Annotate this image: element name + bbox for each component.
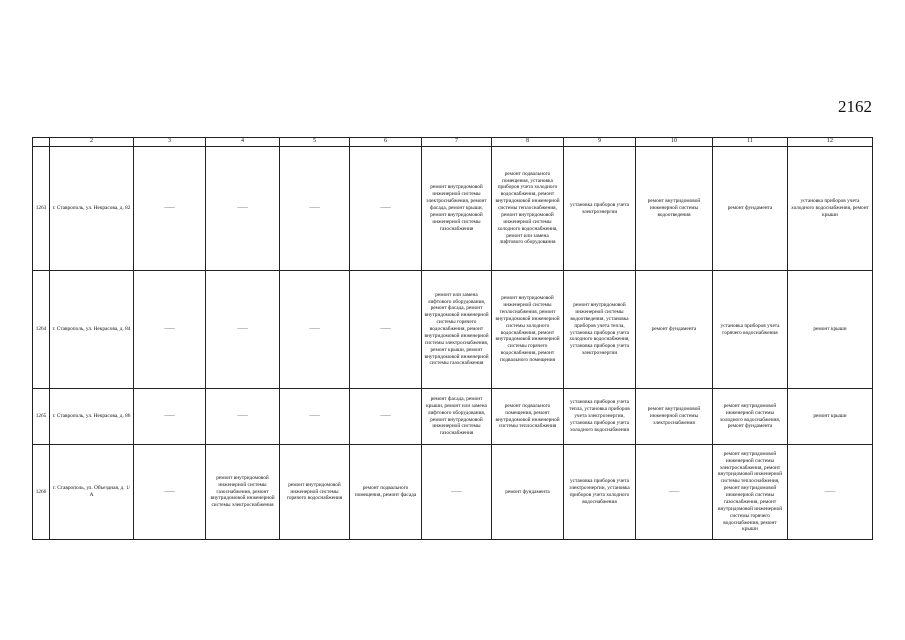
column-header: 7: [422, 138, 492, 147]
table-cell: ——: [206, 389, 280, 445]
table-row: [33, 271, 873, 389]
column-header: 11: [713, 138, 788, 147]
table-cell: ремонт подвального помещения, ремонт фасада: [350, 445, 422, 540]
column-header: 5: [280, 138, 350, 147]
table-cell: ремонт фасада, ремонт крыши, ремонт или замена лифтового оборудования, ремонт внутридомовой инженерной системы газоснабжения: [422, 389, 492, 445]
table-row: [33, 445, 873, 540]
row-number: 1265: [33, 389, 50, 445]
table-cell: ремонт внутридомовой инженерной системы горячего водоснабжения: [280, 445, 350, 540]
row-number: 1266: [33, 445, 50, 540]
table-cell: ремонт внутридомовой инженерной системы электроснабжения, ремонт фасада, ремонт крыши, ремонт внутридомовой инженерной системы газоснабжения: [422, 147, 492, 271]
column-header: [33, 138, 50, 147]
table-cell: установка приборов учета электроэнергии: [564, 147, 636, 271]
address-cell: г. Ставрополь, ул. Некрасова, д. 84: [50, 271, 134, 389]
table-cell: ——: [350, 271, 422, 389]
table-cell: ——: [280, 147, 350, 271]
table-cell: ремонт внутридомовой инженерной системы электроснабжения: [636, 389, 713, 445]
column-header: 9: [564, 138, 636, 147]
table-cell: ——: [206, 147, 280, 271]
table-cell: ремонт фундамента: [713, 147, 788, 271]
table-cell: установка приборов учета тепла, установка приборов учета электроэнергии, установка приборов учета холодного водоснабжения: [564, 389, 636, 445]
column-header: 8: [492, 138, 564, 147]
page-number: 2162: [838, 97, 872, 116]
row-number: 1263: [33, 147, 50, 271]
column-header: 12: [788, 138, 873, 147]
table-cell: ремонт внутридомовой инженерной системы газоснабжения, ремонт внутридомовой инженерной системы электроснабжения: [206, 445, 280, 540]
table-cell: ——: [134, 445, 206, 540]
table-row: [33, 147, 873, 271]
table-cell: установка приборов учета электроэнергии, установка приборов учета холодного водоснабжения: [564, 445, 636, 540]
table-cell: ремонт фундамента: [636, 271, 713, 389]
column-header: 2: [50, 138, 134, 147]
table-cell: ——: [280, 271, 350, 389]
table-cell: ——: [350, 389, 422, 445]
table-cell: ремонт внутридомовой инженерной системы водоотведения: [636, 147, 713, 271]
table-cell: ремонт внутридомовой инженерной системы холодного водоснабжения, ремонт фундамента: [713, 389, 788, 445]
repair-schedule-table: [32, 137, 873, 540]
table-cell: ремонт внутридомовой инженерной системы теплоснабжения, ремонт внутридомовой инженерной системы холодного водоснабжения, ремонт внутридомовой инженерной системы горячего водоснабжения, ремонт подвального помещения: [492, 271, 564, 389]
table-cell: ремонт крыши: [788, 271, 873, 389]
table-cell: ремонт подвального помещения, ремонт внутридомовой инженерной системы теплоснабжения: [492, 389, 564, 445]
header-row: [33, 138, 873, 147]
table-cell: ремонт подвального помещения, установка приборов учета холодного водоснабжения, ремонт внутридомовой инженерной системы теплоснабжения, ремонт внутридомовой инженерной системы холодного водоснабжения, ремонт или замена лифтового оборудования: [492, 147, 564, 271]
column-header: 6: [350, 138, 422, 147]
column-header: 4: [206, 138, 280, 147]
table-cell: ——: [636, 445, 713, 540]
table-cell: ——: [422, 445, 492, 540]
table-cell: ремонт крыши: [788, 389, 873, 445]
table-cell: ——: [350, 147, 422, 271]
row-number: 1264: [33, 271, 50, 389]
table-cell: ——: [280, 389, 350, 445]
address-cell: г. Ставрополь, ул. Некрасова, д. 86: [50, 389, 134, 445]
table-cell: ремонт фундамента: [492, 445, 564, 540]
table-cell: ——: [134, 271, 206, 389]
table-row: [33, 389, 873, 445]
table-cell: ремонт внутридомовой инженерной системы водоотведения, установка приборов учета тепла, установка приборов учета холодного водоснабжения, установка приборов учета электроэнергии: [564, 271, 636, 389]
column-header: 10: [636, 138, 713, 147]
column-header: 3: [134, 138, 206, 147]
table-cell: ——: [134, 147, 206, 271]
table-cell: ——: [134, 389, 206, 445]
table-cell: ремонт или замена лифтового оборудования, ремонт фасада, ремонт внутридомовой инженерной системы горячего водоснабжения, ремонт внутридомовой инженерной системы электроснабжения, ремонт крыши, ремонт внутридомовой инженерной системы газоснабжения: [422, 271, 492, 389]
table-cell: ремонт внутридомовой инженерной системы электроснабжения, ремонт внутридомовой инженерной системы теплоснабжения, ремонт внутридомовой инженерной системы газоснабжения, ремонт внутридомовой инженерной системы горячего водоснабжения, ремонт крыши: [713, 445, 788, 540]
table-cell: ——: [206, 271, 280, 389]
table-cell: установка приборов учета горячего водоснабжения: [713, 271, 788, 389]
table-cell: ——: [788, 445, 873, 540]
table-cell: установка приборов учета холодного водоснабжения, ремонт крыши: [788, 147, 873, 271]
address-cell: г. Ставрополь, ул. Объездная, д. 1/А: [50, 445, 134, 540]
address-cell: г. Ставрополь, ул. Некрасова, д. 82: [50, 147, 134, 271]
